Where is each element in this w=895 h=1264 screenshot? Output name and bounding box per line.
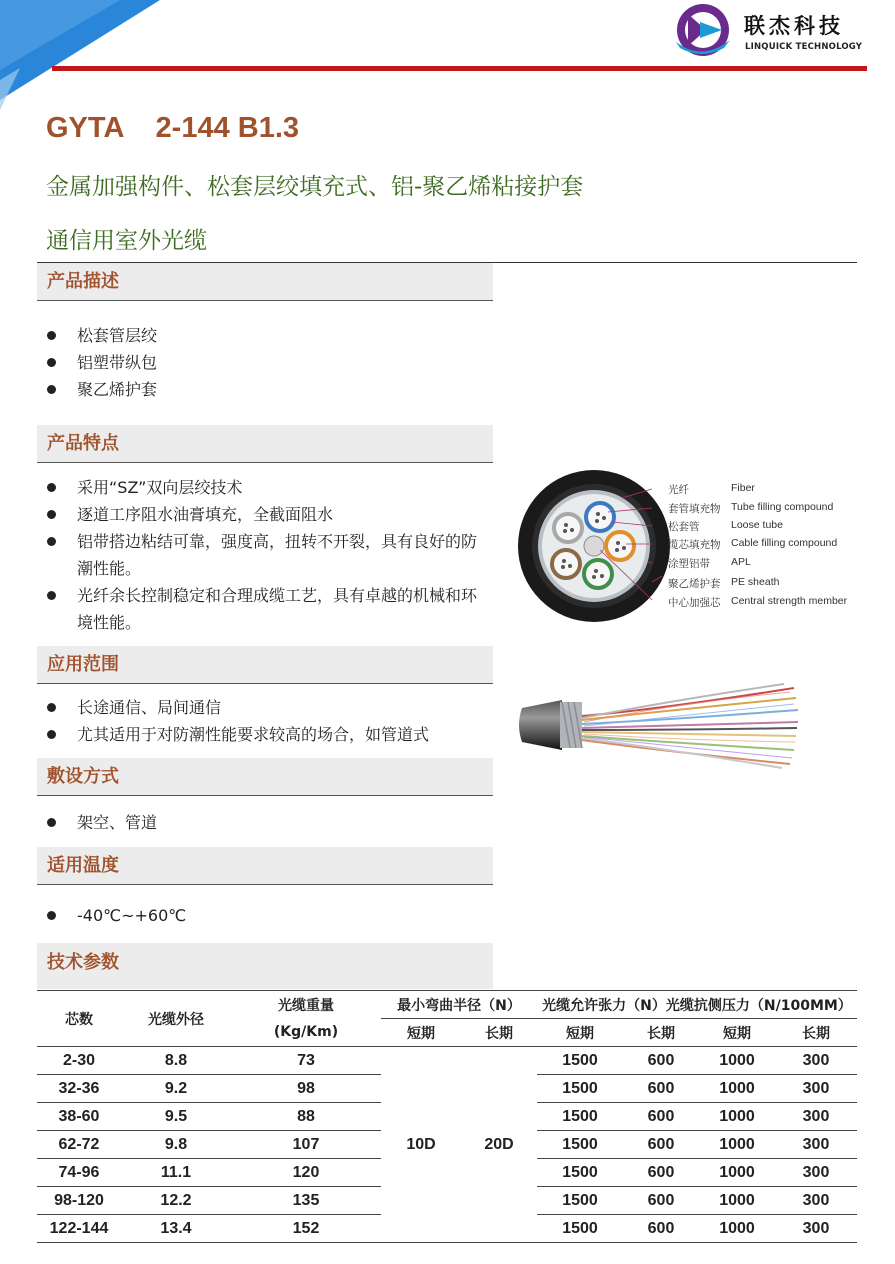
- header-weight: 光缆重量: [231, 991, 381, 1019]
- legend-label-en: Tube filling compound: [731, 501, 834, 513]
- section-heading-description: 产品描述: [37, 263, 493, 301]
- legend-label-en: PE sheath: [731, 576, 780, 588]
- list-item: 逐道工序阻水油膏填充，全截面阻水: [46, 501, 491, 528]
- legend-label-en: Cable filling compound: [731, 537, 838, 549]
- section-heading-installation: 敷设方式: [37, 758, 493, 796]
- legend-label-cn: 松套管: [668, 521, 700, 533]
- header-bend-long: 长期: [461, 1019, 537, 1047]
- header-weight-unit: (Kg/Km): [231, 1019, 381, 1047]
- model-title: GYTA 2-144 B1.3: [46, 112, 300, 144]
- description-list: [46, 322, 491, 403]
- header-bend-short: 短期: [381, 1019, 461, 1047]
- table-row: 38-60 9.5 88 1500 600 1000 300: [37, 1103, 857, 1131]
- corner-decoration: [0, 0, 170, 110]
- legend-label-cn: 光纤: [668, 484, 689, 496]
- header-tension-crush: 光缆允许张力（N）光缆抗侧压力（N/100MM）: [537, 991, 857, 1019]
- list-item: 架空、管道: [46, 809, 491, 836]
- list-item: 光纤余长控制稳定和合理成缆工艺，具有卓越的机械和环境性能。: [46, 582, 491, 636]
- temperature-list: [46, 902, 491, 929]
- brand-name-cn: 联杰科技: [744, 14, 844, 38]
- list-item: -40℃~+60℃: [46, 902, 491, 929]
- list-item: 铝塑带纵包: [46, 349, 491, 376]
- legend-label-en: Central strength member: [731, 595, 848, 607]
- legend-label-en: APL: [731, 556, 751, 568]
- legend-label-en: Loose tube: [731, 519, 783, 531]
- section-heading-temperature: 适用温度: [37, 847, 493, 885]
- table-row: 62-72 9.8 107 1500 600 1000 300: [37, 1131, 857, 1159]
- spec-table: [37, 990, 857, 1243]
- header-rule: [52, 66, 867, 71]
- legend-label-cn: 聚乙烯护套: [668, 578, 721, 590]
- logo-emblem-icon: [672, 2, 734, 58]
- subtitle-line-1: 金属加强构件、松套层绞填充式、铝-聚乙烯粘接护套: [46, 174, 584, 200]
- list-item: 尤其适用于对防潮性能要求较高的场合，如管道式: [46, 721, 491, 748]
- header-bend-radius: 最小弯曲半径（N）: [381, 991, 537, 1019]
- header-tension-long: 长期: [623, 1019, 699, 1047]
- list-item: 铝带搭边粘结可靠，强度高，扭转不开裂，具有良好的防潮性能。: [46, 528, 491, 582]
- bend-long-value: 20D: [461, 1047, 537, 1243]
- legend-label-cn: 缆芯填充物: [668, 539, 721, 551]
- features-list: [46, 474, 491, 636]
- brand-name-en: LINQUICK TECHNOLOGY: [745, 42, 863, 52]
- bend-short-value: 10D: [381, 1047, 461, 1243]
- section-heading-applications: 应用范围: [37, 646, 493, 684]
- header-tension-short: 短期: [537, 1019, 623, 1047]
- table-row: 74-96 11.1 120 1500 600 1000 300: [37, 1159, 857, 1187]
- list-item: 采用“SZ”双向层绞技术: [46, 474, 491, 501]
- header-crush-long: 长期: [775, 1019, 857, 1047]
- list-item: 聚乙烯护套: [46, 376, 491, 403]
- section-heading-specs: 技术参数: [37, 943, 493, 989]
- list-item: 长途通信、局间通信: [46, 694, 491, 721]
- header-diameter: 光缆外径: [121, 991, 231, 1047]
- list-item: 松套管层绞: [46, 322, 491, 349]
- legend-label-cn: 中心加强芯: [668, 597, 721, 609]
- table-row: 32-36 9.2 98 1500 600 1000 300: [37, 1075, 857, 1103]
- cable-side-view-illustration: [514, 680, 799, 770]
- legend-label-cn: 涂塑铝带: [668, 558, 710, 570]
- table-row: 122-144 13.4 152 1500 600 1000 300: [37, 1215, 857, 1243]
- installation-list: [46, 809, 491, 836]
- section-heading-features: 产品特点: [37, 425, 493, 463]
- legend-label-en: Fiber: [731, 482, 755, 494]
- header-crush-short: 短期: [699, 1019, 775, 1047]
- table-row: 98-120 12.2 135 1500 600 1000 300: [37, 1187, 857, 1215]
- brand-logo: [672, 2, 872, 58]
- subtitle-line-2: 通信用室外光缆: [46, 228, 207, 254]
- header-cores: 芯数: [37, 991, 121, 1047]
- applications-list: [46, 694, 491, 748]
- legend-label-cn: 套管填充物: [668, 503, 721, 515]
- table-row: 2-30 8.8 73 10D 20D 1500 600 1000 300: [37, 1047, 857, 1075]
